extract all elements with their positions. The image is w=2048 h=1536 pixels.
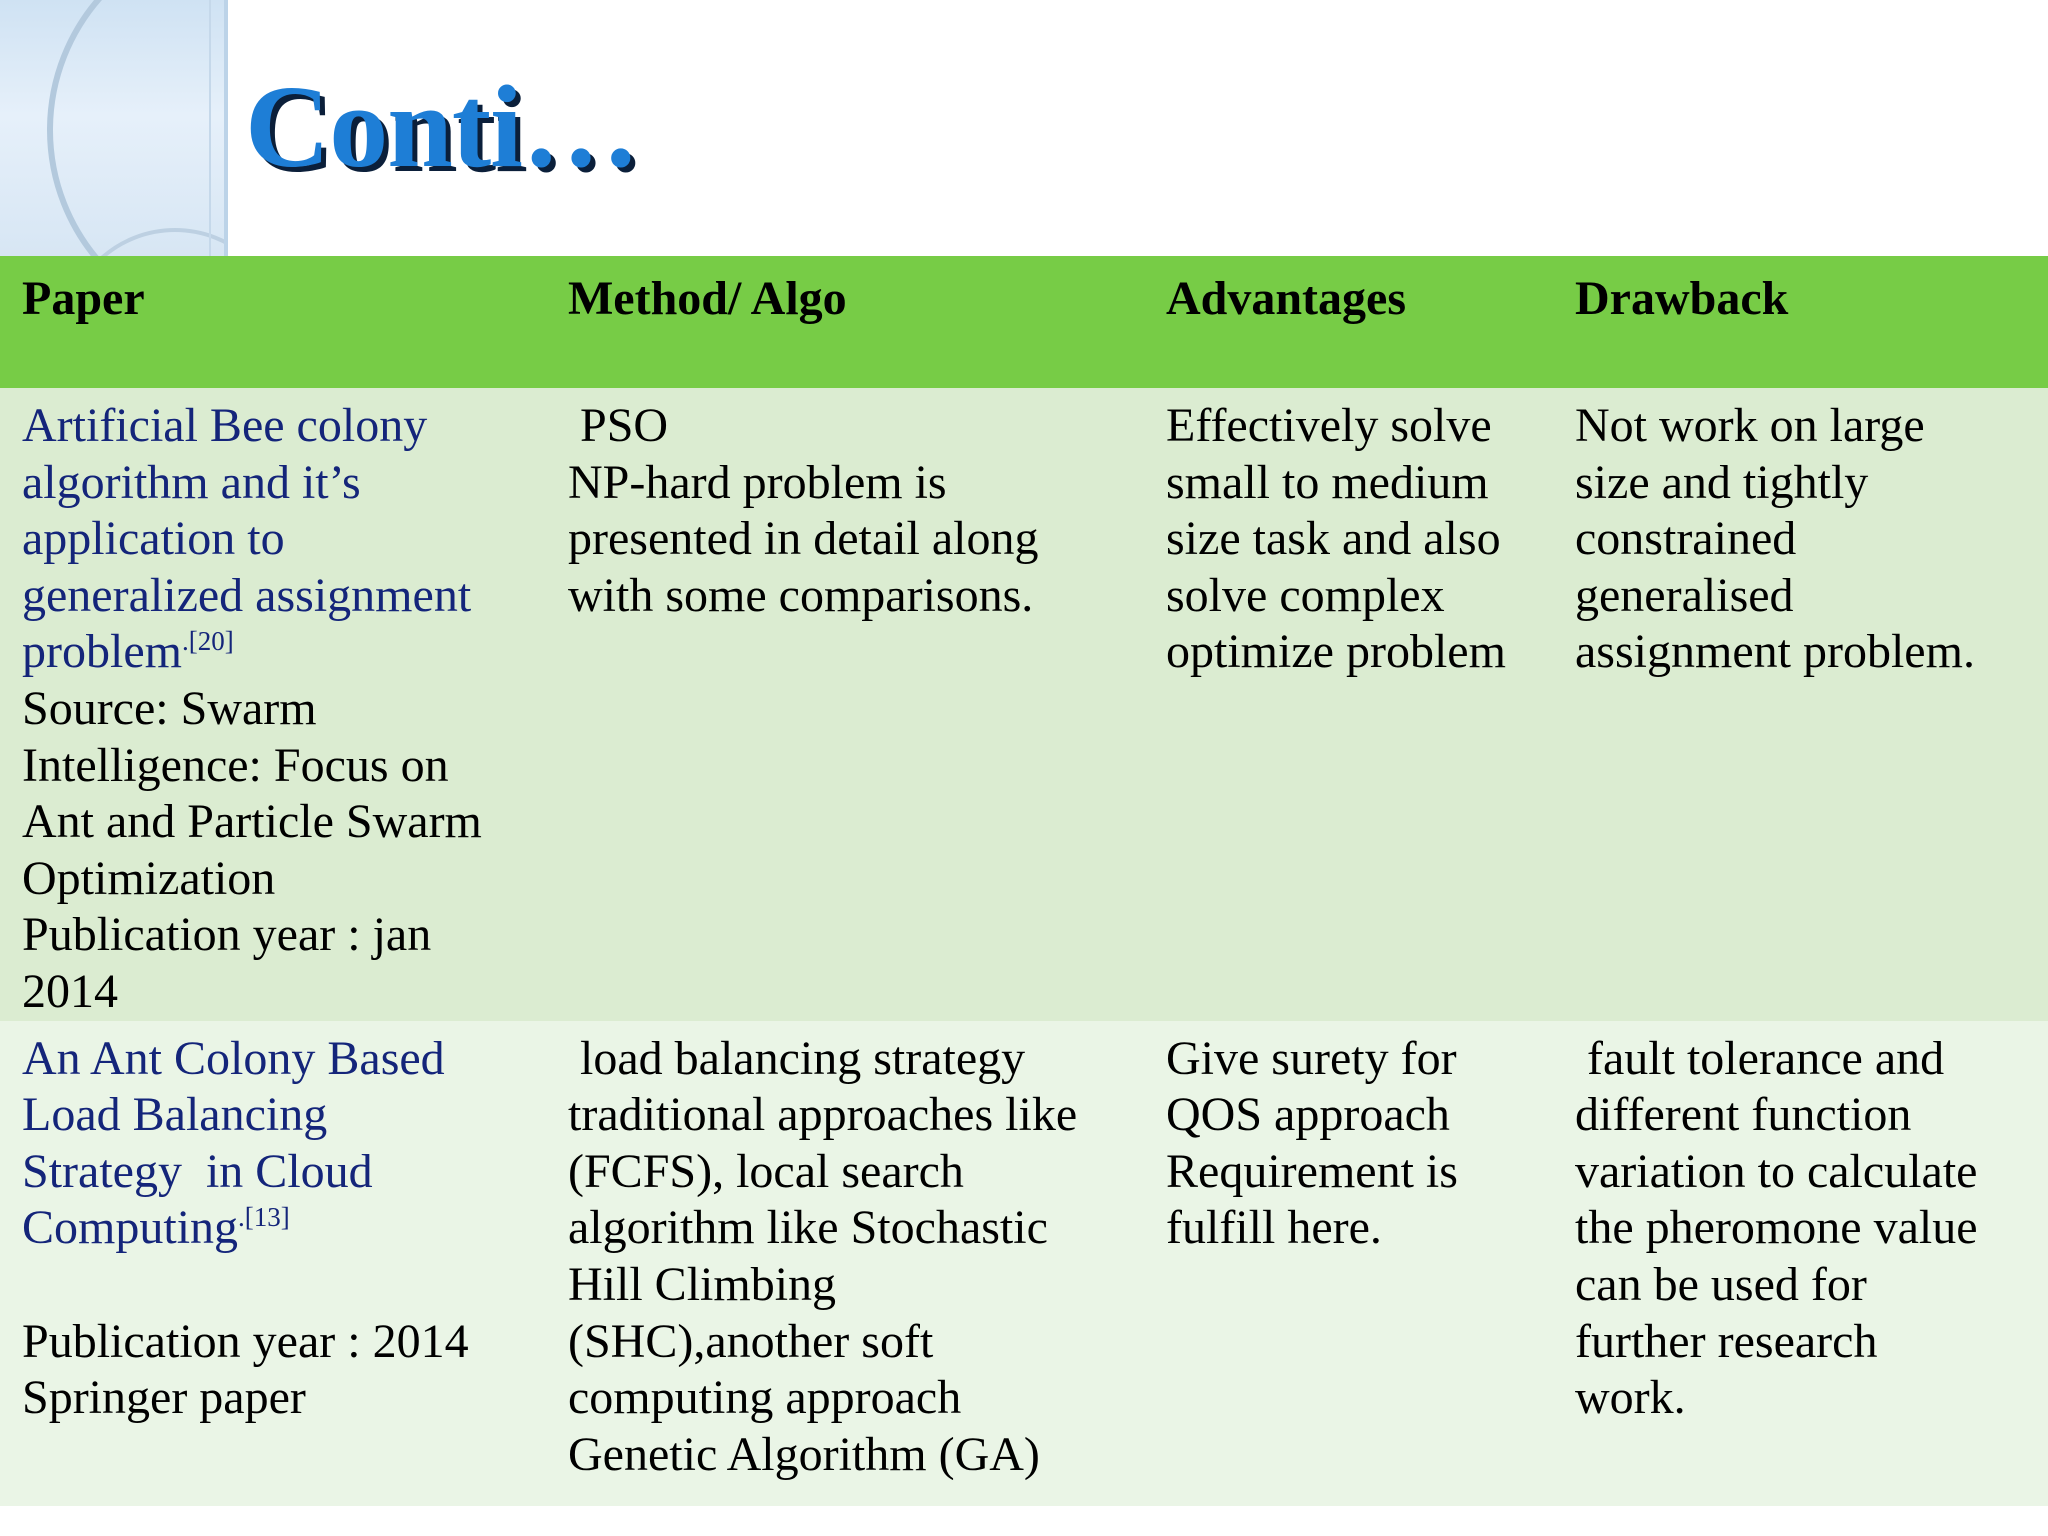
drawback-line: assignment problem. [1575,625,1975,679]
method-line: with some comparisons. [568,568,1034,622]
paper-detail-line: Publication year : jan [22,908,432,962]
advantages-line: Effectively solve [1166,399,1492,452]
drawback-line: different function [1575,1088,1912,1142]
slide-title: Conti… [245,61,639,192]
method-line: PSO [568,399,669,452]
drawback-line: work. [1575,1371,1686,1425]
drawback-line: constrained [1575,512,1797,566]
drawback-line: the pheromone value [1575,1201,1978,1255]
method-cell [546,1021,1144,1506]
drawback-line: can be used for [1575,1257,1867,1311]
paper-title-line: application to [22,512,285,566]
paper-details [22,1257,546,1427]
method-cell [546,388,1144,1021]
paper-detail-line: Source: Swarm [22,681,317,735]
paper-title-line: Strategy in Cloud [22,1144,373,1198]
table-header-row [0,256,2048,388]
advantages-line: Give surety for [1166,1031,1457,1085]
paper-detail-line: Publication year : 2014 [22,1314,469,1368]
paper-detail-line: Intelligence: Focus on [22,738,449,792]
header-drawback: Drawback [1553,256,2048,388]
method-line: (FCFS), local search [568,1144,964,1198]
paper-detail-line: Springer paper [22,1371,306,1425]
paper-title [22,398,546,681]
paper-title-line-last [22,1200,546,1257]
table-row [0,1021,2048,1506]
drawback-line: generalised [1575,568,1794,622]
paper-detail-line [22,1257,546,1314]
drawback-cell [1553,388,2048,1021]
paper-detail-line: Ant and Particle Swarm [22,795,482,849]
drawback-line: variation to calculate [1575,1144,1978,1198]
drawback-line: size and tightly [1575,455,1869,509]
paper-details [22,681,546,1021]
advantages-line: fulfill here. [1166,1201,1382,1255]
drawback-line: Not work on large [1575,399,1925,452]
method-line: NP-hard problem is [568,455,947,509]
paper-cell [0,388,546,1021]
method-line: algorithm like Stochastic [568,1201,1048,1255]
header-method: Method/ Algo [546,256,1144,388]
drawback-line: fault tolerance and [1575,1031,1945,1085]
paper-title-line: Computing [22,1201,239,1255]
advantages-line: solve complex [1166,568,1445,622]
method-line: Genetic Algorithm (GA) [568,1427,1040,1481]
method-line: presented in detail along [568,512,1039,566]
method-line: load balancing strategy [568,1031,1026,1085]
header-paper: Paper [0,256,546,388]
header-advantages: Advantages [1144,256,1553,388]
advantages-line: Requirement is [1166,1144,1458,1198]
comparison-table [0,256,2048,1506]
citation-ref: .[20] [181,626,234,657]
advantages-line: QOS approach [1166,1088,1450,1142]
method-line: (SHC),another soft [568,1314,934,1368]
advantages-line: optimize problem [1166,625,1506,679]
method-line: traditional approaches like [568,1088,1078,1142]
advantages-line: small to medium [1166,455,1489,509]
paper-title-line: generalized assignment [22,568,472,622]
drawback-cell [1553,1021,2048,1506]
paper-detail-line: 2014 [22,964,118,1018]
paper-title-line-last [22,624,546,681]
paper-title-line: algorithm and it’s [22,455,361,509]
paper-cell [0,1021,546,1506]
advantages-cell [1144,388,1553,1021]
paper-title-line: Load Balancing [22,1088,328,1142]
paper-title-line: problem [22,625,182,679]
advantages-cell [1144,1021,1553,1506]
citation-ref: .[13] [238,1202,290,1233]
paper-title-line: Artificial Bee colony [22,399,428,452]
paper-title-line: An Ant Colony Based [22,1031,445,1085]
advantages-line: size task and also [1166,512,1501,566]
title-decoration [0,0,228,256]
table-row [0,388,2048,1021]
drawback-line: further research [1575,1314,1878,1368]
paper-title [22,1031,546,1257]
paper-detail-line: Optimization [22,851,276,905]
method-line: computing approach [568,1371,962,1425]
decorative-arc-graphic [0,0,228,256]
method-line: Hill Climbing [568,1257,837,1311]
